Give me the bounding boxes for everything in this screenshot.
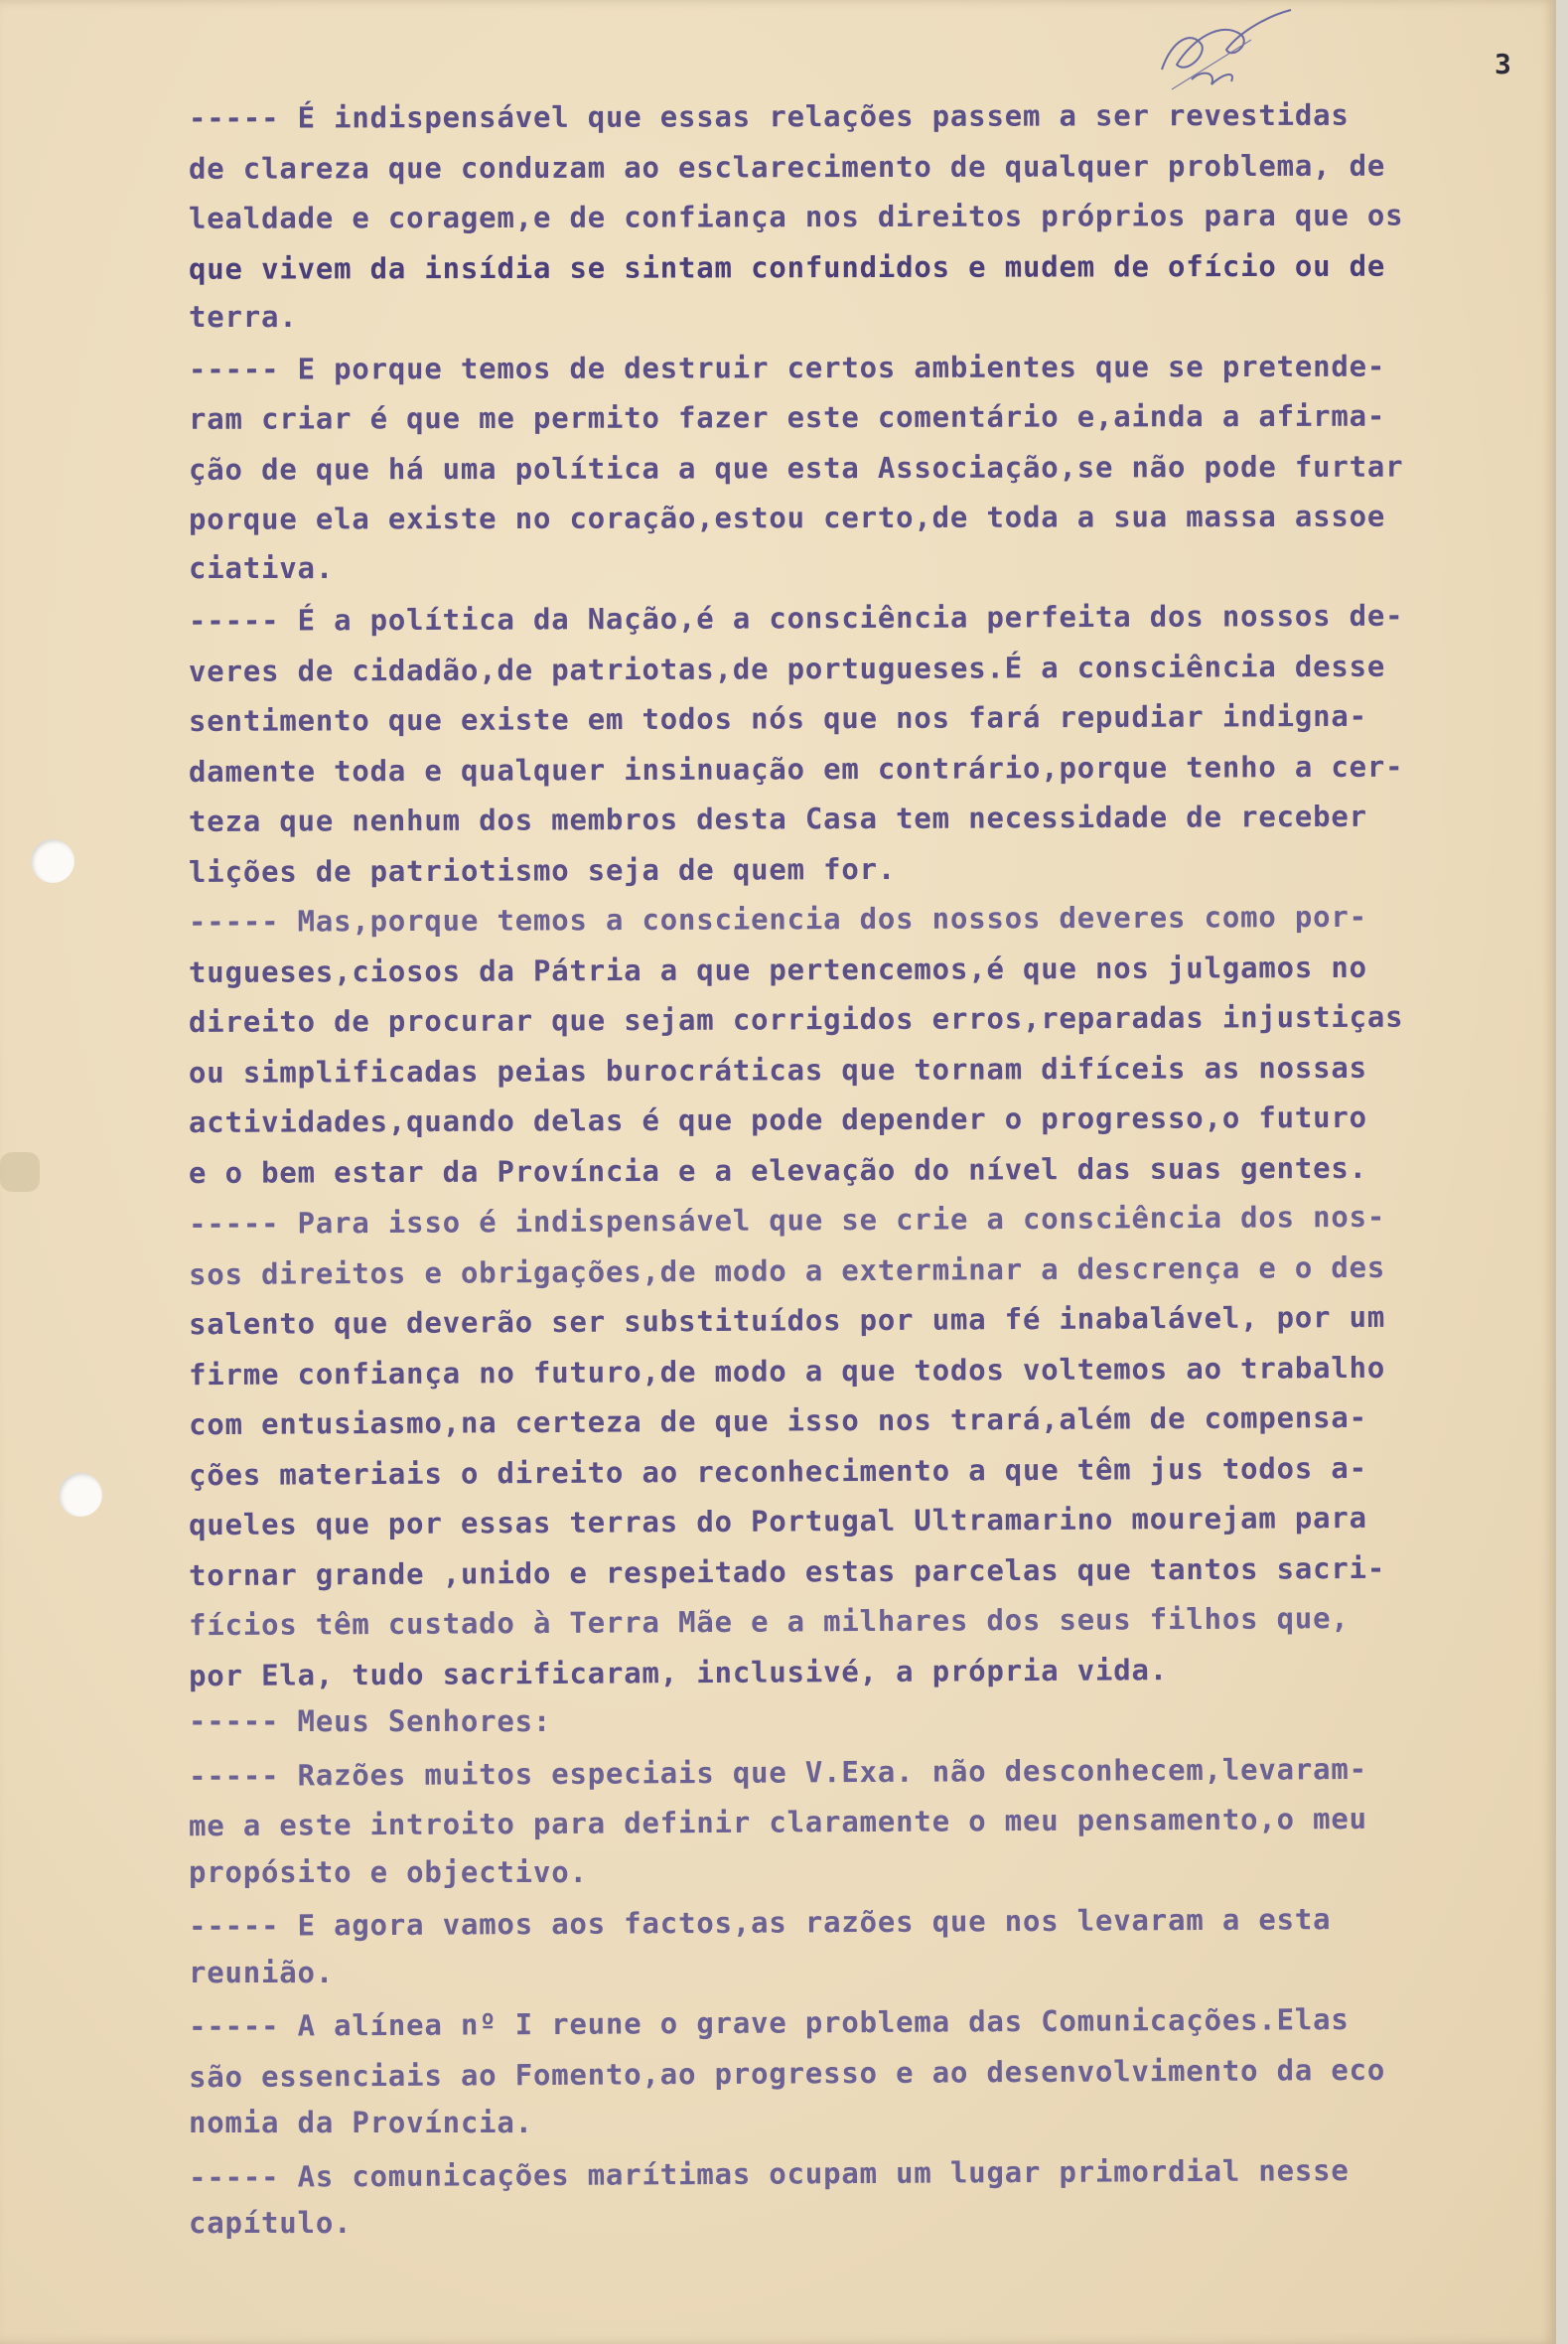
text-line: por Ela, tudo sacrificaram, inclusivé, a própria vida. bbox=[188, 1652, 1169, 1692]
text-line: ção de que há uma política a que esta Associação,se não pode furtar bbox=[188, 449, 1404, 487]
text-line: me a este introito para definir claramente o meu pensamento,o meu bbox=[188, 1801, 1367, 1843]
text-line: ----- Meus Senhores: bbox=[189, 1704, 552, 1738]
text-line: ções materiais o direito ao reconhecimento a que têm jus todos a- bbox=[188, 1450, 1367, 1492]
text-line: lições de patriotismo seja de quem for. bbox=[188, 851, 897, 889]
text-line: tugueses,ciosos da Pátria a que pertencemos,é que nos julgamos no bbox=[188, 950, 1367, 989]
typewritten-body bbox=[189, 91, 1554, 2249]
text-line: ----- É indispensável que essas relações passem a ser revestidas bbox=[188, 97, 1350, 135]
text-line: fícios têm custado à Terra Mãe e a milhares dos seus filhos que, bbox=[188, 1601, 1350, 1643]
punch-hole bbox=[31, 839, 74, 883]
text-line: terra. bbox=[189, 300, 298, 334]
text-line: porque ela existe no coração,estou certo,de toda a sua massa assoe bbox=[188, 499, 1386, 536]
text-line: ----- As comunicações marítimas ocupam um lugar primordial nesse bbox=[188, 2152, 1350, 2194]
text-line: ----- A alínea nº I reune o grave problema das Comunicações.Elas bbox=[188, 2002, 1350, 2044]
page-number: 3 bbox=[1495, 48, 1511, 80]
text-line: que vivem da insídia se sintam confundidos e mudem de ofício ou de bbox=[188, 248, 1386, 286]
text-line: firme confiança no futuro,de modo a que todos voltemos ao trabalho bbox=[188, 1350, 1386, 1392]
text-line: são essenciais ao Fomento,ao progresso e ao desenvolvimento da eco bbox=[188, 2052, 1386, 2094]
text-line: ----- Para isso é indispensável que se crie a consciência dos nos- bbox=[188, 1199, 1386, 1242]
text-line: lealdade e coragem,e de confiança nos direitos próprios para que os bbox=[188, 198, 1404, 235]
text-line: direito de procurar que sejam corrigidos erros,reparadas injustiças bbox=[188, 999, 1404, 1039]
scan-edge bbox=[1556, 0, 1568, 2344]
text-line: ----- E porque temos de destruir certos ambientes que se pretende- bbox=[188, 349, 1386, 386]
paper-crease bbox=[0, 1152, 40, 1192]
text-line: ----- E agora vamos aos factos,as razões que nos levaram a esta bbox=[188, 1902, 1332, 1944]
text-line: sentimento que existe em todos nós que nos fará repudiar indigna- bbox=[188, 698, 1367, 738]
text-line: damente toda e qualquer insinuação em contrário,porque tenho a cer- bbox=[188, 749, 1404, 789]
text-line: ----- Mas,porque temos a consciencia dos nossos deveres como por- bbox=[188, 899, 1367, 939]
text-line: actividades,quando delas é que pode depender o progresso,o futuro bbox=[188, 1099, 1367, 1139]
text-line: reunião. bbox=[189, 1955, 335, 1989]
text-line: queles que por essas terras do Portugal Ultramarino mourejam para bbox=[188, 1500, 1367, 1542]
text-line: ciativa. bbox=[189, 550, 335, 585]
text-line: capítulo. bbox=[189, 2206, 353, 2240]
text-line: ----- É a política da Nação,é a consciência perfeita dos nossos de- bbox=[188, 598, 1404, 638]
punch-hole bbox=[59, 1473, 102, 1517]
text-line: ----- Razões muitos especiais que V.Exa. não desconhecem,levaram- bbox=[188, 1751, 1367, 1793]
text-line: sos direitos e obrigações,de modo a exterminar a descrença e o des bbox=[188, 1249, 1386, 1291]
text-line: tornar grande ,unido e respeitado estas parcelas que tantos sacri- bbox=[188, 1550, 1386, 1592]
text-line: veres de cidadão,de patriotas,de portugueses.É a consciência desse bbox=[188, 649, 1386, 688]
handwritten-initials bbox=[1132, 0, 1331, 99]
text-line: ou simplificadas peias burocráticas que tornam difíceis as nossas bbox=[188, 1050, 1367, 1090]
text-line: com entusiasmo,na certeza de que isso nos trará,além de compensa- bbox=[188, 1399, 1367, 1442]
text-line: de clareza que conduzam ao esclarecimento de qualquer problema, de bbox=[188, 148, 1386, 186]
text-line: ram criar é que me permito fazer este comentário e,ainda a afirma- bbox=[188, 398, 1386, 436]
text-line: propósito e objectivo. bbox=[189, 1854, 588, 1889]
text-line: salento que deverão ser substituídos por uma fé inabalável, por um bbox=[188, 1299, 1386, 1342]
text-line: teza que nenhum dos membros desta Casa tem necessidade de receber bbox=[188, 799, 1367, 838]
text-line: nomia da Província. bbox=[189, 2106, 533, 2139]
text-line: e o bem estar da Província e a elevação do nível das suas gentes. bbox=[188, 1150, 1367, 1190]
